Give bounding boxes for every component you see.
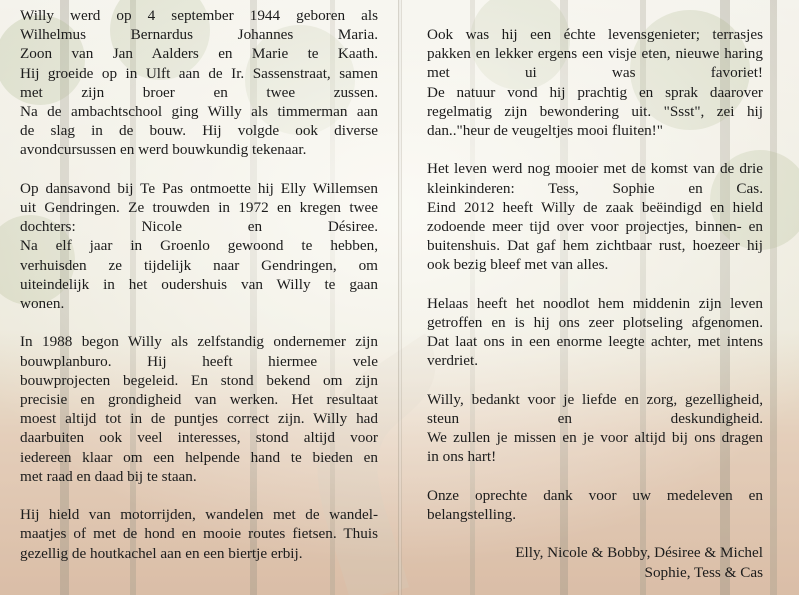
text-line: Onze oprechte dank voor uw medeleven en [427, 486, 763, 504]
text-line: Helaas heeft het noodlot hem middenin zijn leven [427, 294, 763, 312]
text-line: iedereen klaar om een helpende hand te bieden en [20, 448, 378, 466]
text-line: bouwprojecten begeleid. En stond bekend om zijn [20, 371, 378, 389]
right-paragraph [427, 486, 763, 524]
text-line: met raad en daad bij te staan. [20, 467, 197, 485]
text-line: de slag in de bouw. Hij volgde ook diverse [20, 122, 378, 140]
text-line: precisie en grondigheid van werken. Het resultaat [20, 391, 378, 409]
left-paragraph [20, 179, 378, 313]
text-line: De natuur vond hij prachtig en sprak daarover [427, 83, 763, 101]
text-line: gezellig de houtkachel aan en een biertje erbij. [20, 544, 303, 562]
text-line: kleinkinderen: Tess, Sophie en Cas. [427, 179, 763, 197]
text-line: bouwplanburo. Hij heeft hiermee vele [20, 352, 378, 370]
text-line: We zullen je missen en je voor altijd bij ons dragen [427, 429, 763, 447]
signature-line: Elly, Nicole & Bobby, Désiree & Michel [515, 544, 763, 562]
text-line: In 1988 begon Willy als zelfstandig ondernemer zijn [20, 333, 378, 351]
text-line: Eind 2012 heeft Willy de zaak beëindigd en hield [427, 198, 763, 216]
text-line: Hij groeide op in Ulft aan de Ir. Sassenstraat, samen [20, 64, 378, 82]
right-paragraph [427, 294, 763, 371]
text-line: Ook was hij een échte levensgenieter; terrasjes [427, 26, 763, 43]
text-line: Na de ambachtschool ging Willy als timmerman aan [20, 103, 378, 121]
right-paragraph [427, 25, 763, 140]
text-line: in ons hart! [427, 448, 497, 466]
text-line: steun en deskundigheid. [427, 410, 763, 428]
right-paragraph [427, 159, 763, 274]
text-line: belangstelling. [427, 506, 516, 524]
left-column [20, 6, 378, 563]
text-line: moest altijd tot in de puntjes correct zijn. Willy had [20, 410, 378, 428]
text-line: Het leven werd nog mooier met de komst van de drie [427, 160, 763, 178]
text-line: wonen. [20, 295, 65, 313]
text-line: zodoende meer tijd over voor projectjes, binnen- en [427, 218, 763, 236]
text-line: Wilhelmus Bernardus Johannes Maria. [20, 26, 378, 44]
text-line: Hij hield van motorrijden, wandelen met de wandel- [20, 506, 378, 524]
center-fold [398, 0, 402, 595]
text-line: dan.."heur de veugeltjes mooi fluiten!" [427, 122, 663, 140]
family-signature [427, 543, 763, 581]
right-column [427, 25, 763, 582]
text-line: Willy, bedankt voor je liefde en zorg, gezelligheid, [427, 390, 763, 408]
text-line: maatjes of met de hond en mooie routes fietsen. Thuis [20, 525, 378, 543]
text-line: regelmatig zijn bewondering uit. "Ssst", zei hij [427, 102, 763, 120]
left-paragraph [20, 332, 378, 486]
text-line: met ui was favoriet! [427, 64, 763, 82]
text-line: verhuisden ze tijdelijk naar Gendringen, om [20, 256, 378, 274]
text-line: getroffen en is hij ons zeer plotseling afgenomen. [427, 314, 763, 332]
text-line: dochters: Nicole en Désiree. [20, 218, 378, 236]
left-paragraph [20, 6, 378, 160]
right-paragraph [427, 390, 763, 467]
text-line: Na elf jaar in Groenlo gewoond te hebben, [20, 237, 378, 255]
text-line: Op dansavond bij Te Pas ontmoette hij Elly Willemsen [20, 179, 378, 197]
text-line: buitenshuis. Dat gaf hem zichtbaar rust, hoezeer hij [427, 237, 763, 255]
text-line: Willy werd op 4 september 1944 geboren als [20, 7, 378, 24]
text-line: uit Gendringen. Ze trouwden in 1972 en kregen twee [20, 199, 378, 217]
text-line: met zijn broer en twee zussen. [20, 83, 378, 101]
text-line: daarbuiten ook veel interesses, stond altijd voor [20, 429, 378, 447]
left-paragraph [20, 505, 378, 563]
text-line: verdriet. [427, 352, 479, 370]
text-line: uiteindelijk in het oudershuis van Willy te gaan [20, 275, 378, 293]
text-line: pakken en lekker ergens een visje eten, nieuwe haring [427, 45, 763, 63]
text-line: avondcursussen en werd bouwkundig tekenaar. [20, 141, 307, 159]
signature-line: Sophie, Tess & Cas [644, 563, 763, 581]
text-line: Dat laat ons in een enorme leegte achter, met intens [427, 333, 763, 351]
text-line: Zoon van Jan Aalders en Marie te Kaath. [20, 45, 378, 63]
text-line: ook bezig bleef met van alles. [427, 256, 609, 274]
